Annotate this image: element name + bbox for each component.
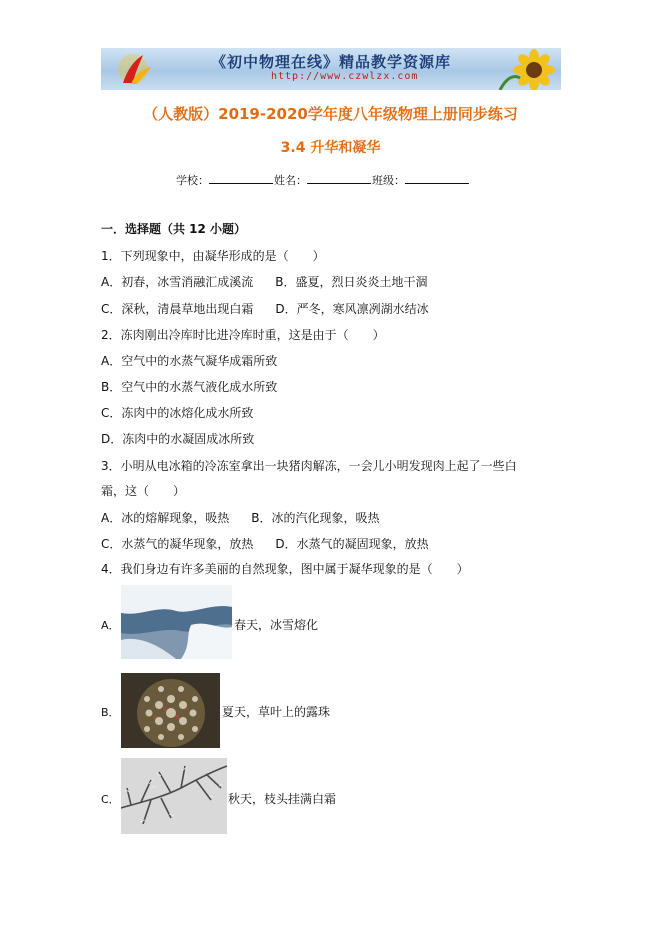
class-blank[interactable] [405, 173, 469, 184]
page-title: （人教版）2019-2020学年度八年级物理上册同步练习 [143, 105, 518, 123]
student-info-line [176, 172, 470, 188]
q4-option-b-caption: 夏天，草叶上的露珠 [222, 705, 331, 719]
logo-icon [109, 51, 159, 87]
question-3-options-row1 [101, 509, 379, 526]
q4-option-c-letter[interactable]: C． [101, 793, 120, 806]
q2-option-d[interactable]: D．冻肉中的水凝固成冰所致 [101, 432, 255, 446]
q1-option-d[interactable]: D．严冬，寒风凛冽湖水结冰 [275, 302, 429, 316]
question-3-options-row2 [101, 535, 429, 552]
q2-option-a[interactable]: A．空气中的水蒸气凝华成霜所致 [101, 354, 278, 368]
name-blank[interactable] [307, 173, 371, 184]
q4-option-c-caption: 秋天，枝头挂满白霜 [228, 792, 337, 806]
question-3-stem-line2: 霜，这（ ） [101, 484, 186, 498]
q3-option-b[interactable]: B．冰的汽化现象，吸热 [251, 511, 380, 525]
name-label: 姓名： [274, 174, 307, 187]
q3-option-d[interactable]: D．水蒸气的凝固现象，放热 [275, 537, 429, 551]
q2-option-c[interactable]: C．冻肉中的冰熔化成水所致 [101, 406, 254, 420]
q4-option-a-image[interactable] [121, 585, 232, 659]
sunflower-icon [496, 48, 560, 90]
question-1-options-row2 [101, 300, 429, 317]
q2-option-b[interactable]: B．空气中的水蒸气液化成水所致 [101, 380, 278, 394]
school-blank[interactable] [209, 173, 273, 184]
q4-option-c-image[interactable] [121, 758, 227, 834]
q4-option-b-letter[interactable]: B． [101, 706, 120, 719]
question-1-options-row1 [101, 273, 427, 290]
question-2-stem: 2．冻肉刚出冷库时比进冷库时重，这是由于（ ） [101, 328, 385, 342]
banner-title: 《初中物理在线》精品教学资源库 [211, 53, 452, 71]
q3-option-c[interactable]: C．水蒸气的凝华现象，放热 [101, 537, 254, 551]
q3-option-a[interactable]: A．冰的熔解现象，吸热 [101, 511, 230, 525]
banner-url: http://www.czwlzx.com [271, 71, 419, 82]
q1-option-a[interactable]: A．初春，冰雪消融汇成溪流 [101, 275, 254, 289]
q4-option-b-image[interactable] [121, 673, 220, 748]
q1-option-c[interactable]: C．深秋，清晨草地出现白霜 [101, 302, 254, 316]
q4-option-a-letter[interactable]: A． [101, 619, 120, 632]
q1-option-b[interactable]: B．盛夏，烈日炎炎土地干涸 [275, 275, 428, 289]
q4-option-a-caption: 春天，冰雪熔化 [234, 618, 319, 632]
question-3-stem-line1: 3．小明从电冰箱的冷冻室拿出一块猪肉解冻，一会儿小明发现肉上起了一些白 [101, 459, 517, 473]
section-heading: 一．选择题（共 12 小题） [101, 222, 247, 236]
class-label: 班级： [372, 174, 405, 187]
school-label: 学校： [176, 174, 209, 187]
lesson-title: 3.4 升华和凝华 [280, 140, 381, 156]
question-1-stem: 1．下列现象中，由凝华形成的是（ ） [101, 249, 325, 263]
question-4-stem: 4．我们身边有许多美丽的自然现象，图中属于凝华现象的是（ ） [101, 562, 469, 576]
header-banner [101, 48, 561, 90]
